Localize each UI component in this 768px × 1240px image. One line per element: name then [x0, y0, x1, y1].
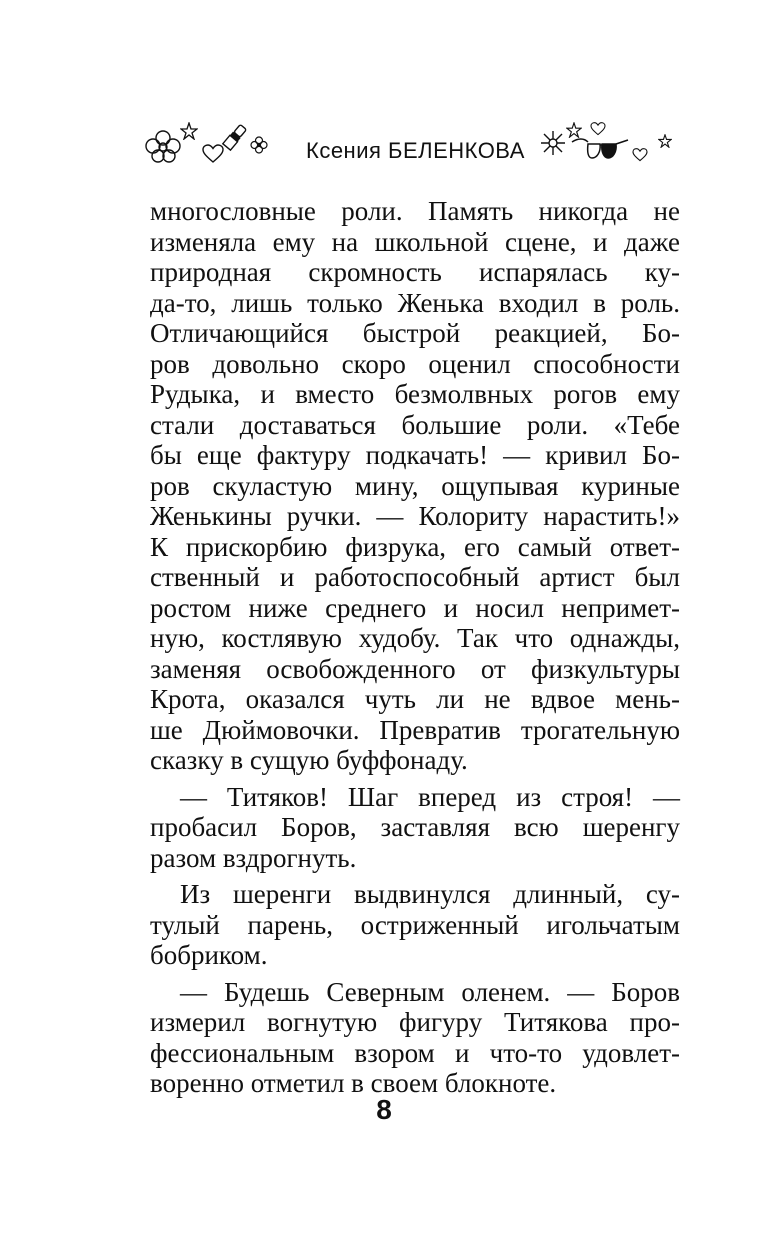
- text-line: — Титяков! Шаг вперед из строя! —: [180, 781, 680, 812]
- running-header: [0, 118, 768, 178]
- text-line: бы еще фактуру подкачать! — кривил Бо-: [150, 440, 680, 470]
- text-line: пробасил Боров, заставляя всю шеренгу: [150, 812, 680, 842]
- text-line: бобриком.: [150, 940, 268, 970]
- sunglasses-icon: [570, 136, 632, 166]
- text-line: фессиональным взором и что-то удовлет-: [150, 1037, 680, 1068]
- text-line: заменяя освобожденного от физкультуры: [150, 653, 680, 684]
- page-number: 8: [376, 1094, 392, 1125]
- sparkle-icon: [540, 130, 566, 156]
- text-line: ственный и работоспособный артист был: [150, 562, 680, 592]
- text-line: Женькины ручки. — Колориту нарастить!»: [150, 501, 680, 531]
- paragraph: [150, 879, 680, 971]
- text-line: воренно отметил в своем блокноте.: [150, 1068, 557, 1098]
- heart-icon: [590, 122, 606, 136]
- star-icon: [658, 134, 672, 148]
- body-text: [150, 196, 680, 1105]
- star-icon: [180, 122, 198, 140]
- text-line: многословные роли. Память никогда не: [150, 196, 680, 226]
- text-line: Отличающийся быстрой реакцией, Бо-: [150, 318, 680, 348]
- text-line: Крота, оказался чуть ли не вдвое мень-: [150, 684, 680, 714]
- paragraph: [150, 196, 680, 776]
- text-line: стали доставаться большие роли. «Тебе: [150, 409, 680, 440]
- text-line: ров довольно скоро оценил способности: [150, 348, 680, 379]
- lipstick-icon: [220, 122, 250, 152]
- text-line: ростом ниже среднего и носил непримет-: [150, 592, 680, 623]
- author-name: Ксения БЕЛЕНКОВА: [306, 138, 525, 163]
- text-line: тулый парень, остриженный игольчатым: [150, 909, 680, 940]
- paragraph: [150, 782, 680, 874]
- flower-icon: [144, 128, 182, 164]
- text-line: — Будешь Северным оленем. — Боров: [180, 976, 680, 1007]
- text-line: ров скуластую мину, ощупывая куриные: [150, 470, 680, 501]
- text-line: ше Дюймовочки. Превратив трогательную: [150, 714, 680, 745]
- text-line: ную, костлявую худобу. Так что однажды,: [150, 623, 680, 653]
- heart-icon: [632, 148, 648, 162]
- paragraph: [150, 977, 680, 1099]
- text-line: сказку в сущую буффонаду.: [150, 745, 468, 775]
- text-line: разом вздрогнуть.: [150, 842, 357, 873]
- text-line: изменяла ему на школьной сцене, и даже: [150, 226, 680, 257]
- text-line: К прискорбию физрука, его самый ответ-: [150, 531, 680, 562]
- text-line: измерил вогнутую фигуру Титякова про-: [150, 1007, 680, 1037]
- small-flower-icon: [250, 136, 268, 154]
- text-line: Из шеренги выдвинулся длинный, су-: [180, 879, 680, 909]
- text-line: да-то, лишь только Женька входил в роль.: [150, 287, 680, 318]
- text-line: природная скромность испарялась ку-: [150, 257, 680, 287]
- text-line: Рудыка, и вместо безмолвных рогов ему: [150, 379, 680, 409]
